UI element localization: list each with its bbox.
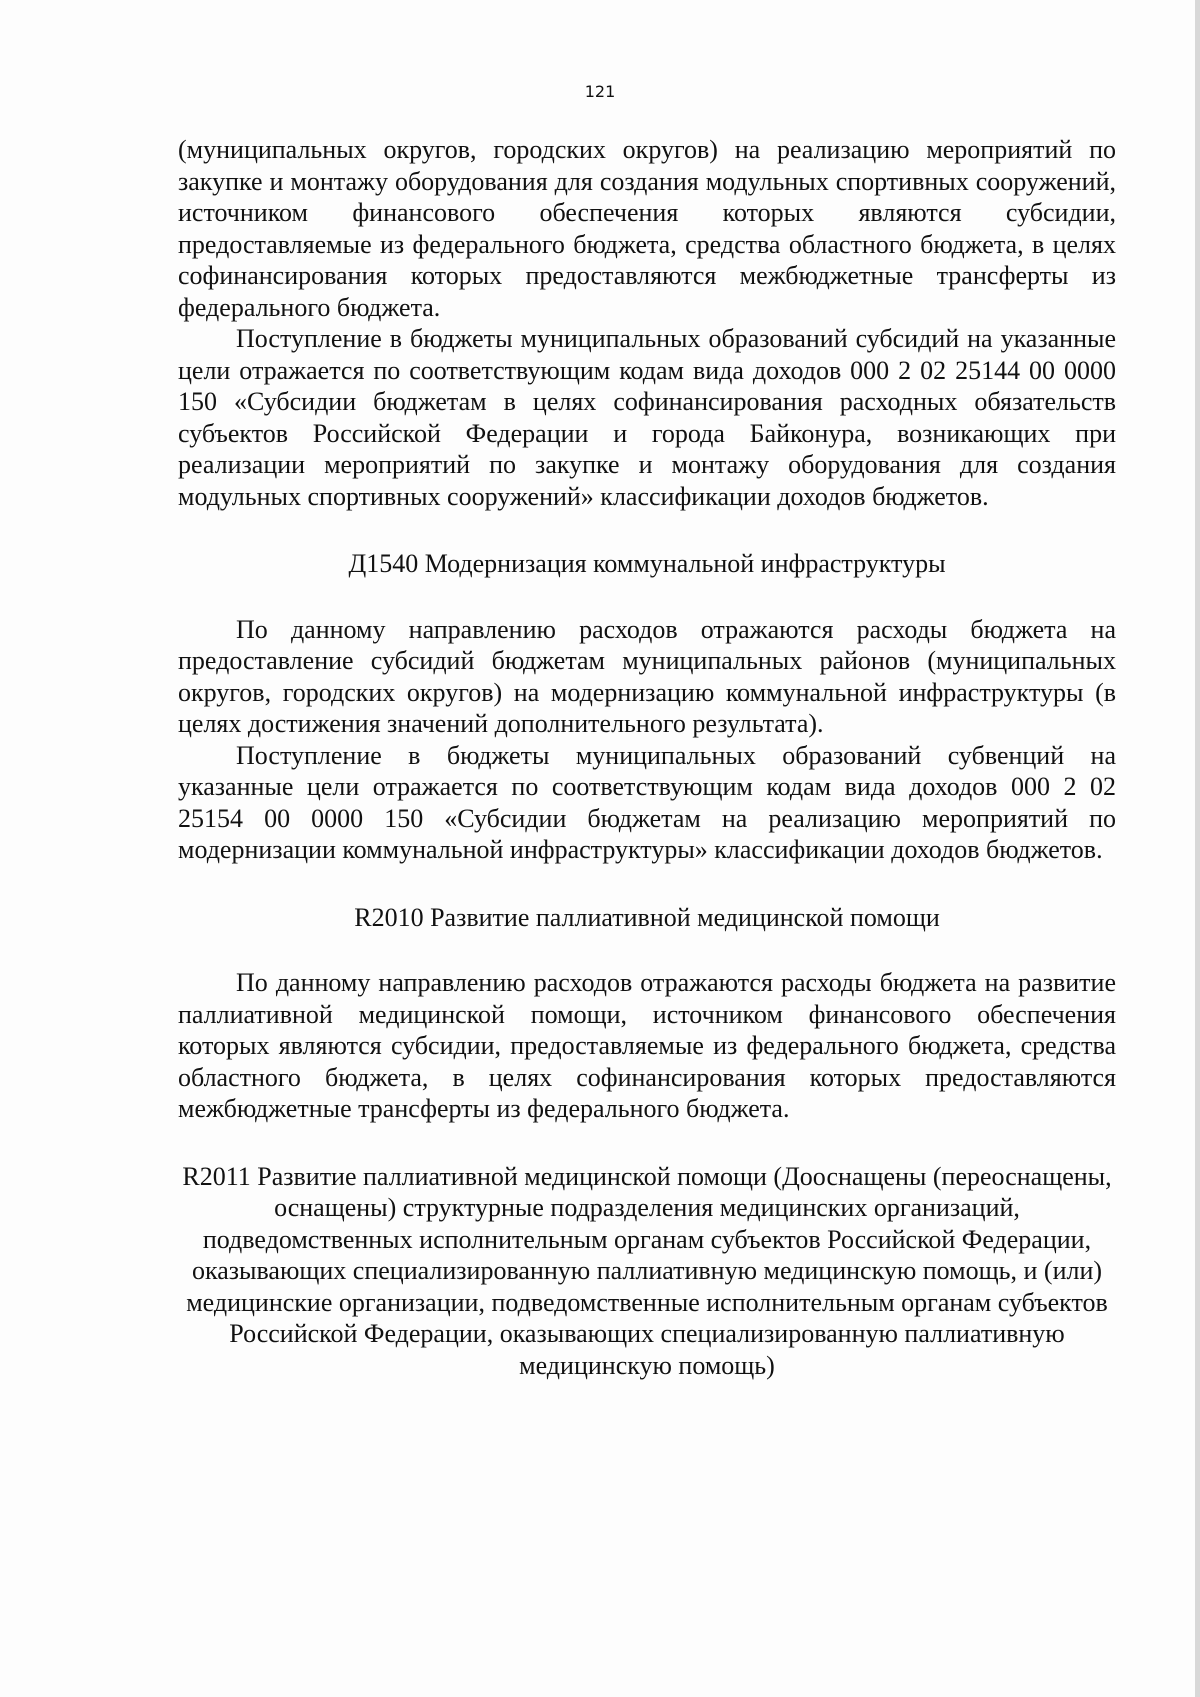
section-heading-r2011: R2011 Развитие паллиативной медицинской помощи (Дооснащены (переоснащены, оснащены) структурные подразделения медицинских организаций, подведомственных исполнительным органам субъектов Российской Федерации, оказывающих специализированную паллиативную медицинскую помощь, и (или) медицинские организации, подведомственные исполнительным органам субъектов Российской Федерации, оказывающих специализированную паллиативную медицинскую помощь) [182, 1161, 1112, 1380]
section-heading-d1540: Д1540 Модернизация коммунальной инфраструктуры [348, 549, 946, 578]
page-number: 121 [584, 82, 616, 101]
section-heading-r2010: R2010 Развитие паллиативной медицинской помощи [354, 902, 940, 932]
paragraph-r2010-expenses: По данному направлению расходов отражаются расходы бюджета на развитие паллиативной медицинской помощи, источником финансового обеспечения которых являются субсидии, предоставляемые из федерального бюджета, средства областного бюджета, в целях софинансирования которых предоставляются межбюджетные трансферты из федерального бюджета. [178, 968, 1116, 1123]
document-body [178, 134, 1116, 1381]
paragraph-continuation: (муниципальных округов, городских округов) на реализацию мероприятий по закупке и монтажу оборудования для создания модульных спортивных сооружений, источником финансового обеспечения которых являются субсидии, предоставляемые из федерального бюджета, средства областного бюджета, в целях софинансирования которых предоставляются межбюджетные трансферты из федерального бюджета. [178, 135, 1116, 322]
paragraph-revenue-25144: Поступление в бюджеты муниципальных образований субсидий на указанные цели отражается по соответствующим кодам вида доходов 000 2 02 25144 00 0000 150 «Субсидии бюджетам в целях софинансирования расходных обязательств субъектов Российской Федерации и города Байконура, возникающих при реализации мероприятий по закупке и монтажу оборудования для создания модульных спортивных сооружений» классификации доходов бюджетов. [178, 324, 1116, 511]
paragraph-d1540-expenses: По данному направлению расходов отражаются расходы бюджета на предоставление субсидий бюджетам муниципальных районов (муниципальных округов, городских округов) на модернизацию коммунальной инфраструктуры (в целях достижения значений дополнительного результата). [178, 614, 1116, 738]
paragraph-revenue-25154: Поступление в бюджеты муниципальных образований субвенций на указанные цели отражается по соответствующим кодам вида доходов 000 2 02 25154 00 0000 150 «Субсидии бюджетам на реализацию мероприятий по модернизации коммунальной инфраструктуры» классификации доходов бюджетов. [178, 740, 1116, 864]
